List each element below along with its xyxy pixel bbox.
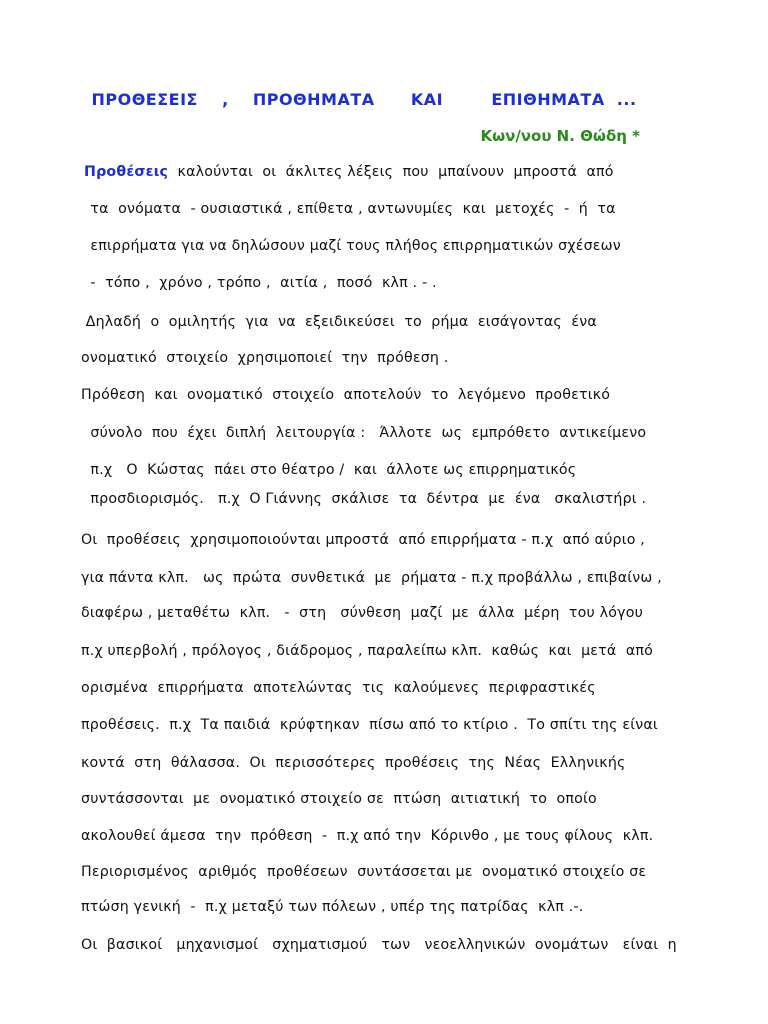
highlighted-term: Προθέσεις [84,164,169,180]
paragraph-line: ακολουθεί άμεσα την πρόθεση - π.χ από την Κόρινθο , με τους φίλους κλπ. [81,828,654,844]
document-title: ΠΡΟΘΕΣΕΙΣ , ΠΡΟΘΗΜΑΤΑ ΚΑΙ ΕΠΙΘΗΜΑΤΑ ... [91,90,637,109]
paragraph-line: π.χ Ο Κώστας πάει στο θέατρο / και άλλοτε ως επιρρηματικός [81,462,577,478]
paragraph-line: διαφέρω , μεταθέτω κλπ. - στη σύνθεση μαζί με άλλα μέρη του λόγου [81,605,644,621]
paragraph-line: συντάσσονται με ονοματικό στοιχείο σε πτώση αιτιατική το οποίο [81,791,597,807]
paragraph-line: τα ονόματα - ουσιαστικά , επίθετα , αντωνυμίες και μετοχές - ή τα [81,201,616,217]
paragraph-line: κοντά στη θάλασσα. Οι περισσότερες προθέσεις της Νέας Ελληνικής [81,755,626,771]
paragraph-line: επιρρήματα για να δηλώσουν μαζί τους πλήθος επιρρηματικών σχέσεων [81,238,621,254]
line-text: καλούνται οι άκλιτες λέξεις που μπαίνουν μπροστά από [168,164,614,180]
paragraph-line: σύνολο που έχει διπλή λειτουργία : Άλλοτε ως εμπρόθετο αντικείμενο [81,425,647,441]
paragraph-line: Δηλαδή ο ομιλητής για να εξειδικεύσει το ρήμα εισάγοντας ένα [81,314,597,330]
paragraph-line: Οι προθέσεις χρησιμοποιούνται μπροστά από επιρρήματα - π.χ από αύριο , [81,532,645,548]
paragraph-line: Περιορισμένος αριθμός προθέσεων συντάσσεται με ονοματικό στοιχείο σε [81,864,647,880]
paragraph-line: Πρόθεση και ονοματικό στοιχείο αποτελούν το λεγόμενο προθετικό [81,387,611,403]
author-name: Κων/νου Ν. Θώδη * [480,127,640,145]
paragraph-line: προθέσεις. π.χ Τα παιδιά κρύφτηκαν πίσω από το κτίριο . Το σπίτι της είναι [81,717,658,733]
paragraph-line: Οι βασικοί μηχανισμοί σχηματισμού των νεοελληνικών ονομάτων είναι η [81,937,677,953]
paragraph-line: π.χ υπερβολή , πρόλογος , διάδρομος , παραλείπω κλπ. καθώς και μετά από [81,643,654,659]
paragraph-line: ορισμένα επιρρήματα αποτελώντας τις καλούμενες περιφραστικές [81,680,596,696]
paragraph-line: πτώση γενική - π.χ μεταξύ των πόλεων , υπέρ της πατρίδας κλπ .-. [81,899,584,915]
paragraph-line: για πάντα κλπ. ως πρώτα συνθετικά με ρήματα - π.χ προβάλλω , επιβαίνω , [81,570,662,586]
paragraph-line [84,164,614,180]
paragraph-line: προσδιορισμός. π.χ Ο Γιάννης σκάλισε τα δέντρα με ένα σκαλιστήρι . [81,491,647,507]
paragraph-line: - τόπο , χρόνο , τρόπο , αιτία , ποσό κλπ . - . [81,275,437,291]
paragraph-line: ονοματικό στοιχείο χρησιμοποιεί την πρόθεση . [81,350,449,366]
